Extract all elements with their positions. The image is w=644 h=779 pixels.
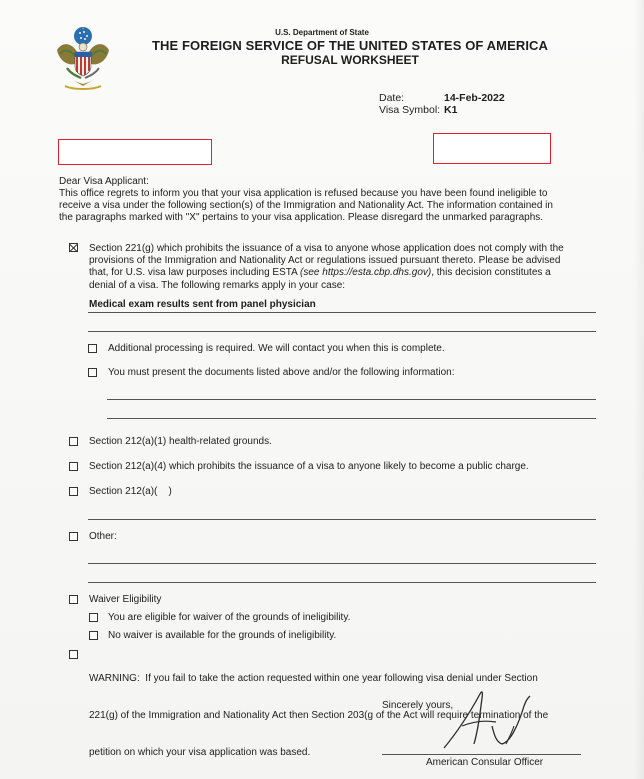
date-label: Date: bbox=[379, 92, 405, 104]
section-221g-checkbox[interactable] bbox=[69, 243, 78, 252]
warning-line: WARNING: If you fail to take the action requested within one year following visa denial under Section bbox=[89, 673, 538, 685]
other-checkbox[interactable] bbox=[69, 532, 78, 541]
section-212a1-label: Section 212(a)(1) health-related grounds. bbox=[89, 436, 272, 447]
section-212a1-checkbox[interactable] bbox=[69, 437, 78, 446]
intro-line: This office regrets to inform you that your visa application is refused because you have been found ineligible to bbox=[59, 188, 548, 199]
section-212a-line bbox=[88, 519, 596, 520]
signature-line bbox=[382, 754, 581, 755]
section-221g-line: denial of a visa. The following remarks apply in your case: bbox=[89, 279, 346, 291]
documents-line bbox=[107, 418, 596, 419]
section-212a-other-label: Section 212(a)( ) bbox=[89, 486, 172, 497]
section-221g-text bbox=[89, 243, 564, 292]
officer-signature-icon bbox=[440, 686, 544, 756]
greeting: Dear Visa Applicant: bbox=[59, 176, 149, 187]
waiver-eligibility-label: Waiver Eligibility bbox=[89, 594, 162, 605]
present-documents-checkbox[interactable] bbox=[88, 368, 97, 377]
visa-symbol-label: Visa Symbol: bbox=[379, 104, 441, 116]
documents-line bbox=[107, 399, 596, 400]
visa-symbol-value: K1 bbox=[444, 104, 458, 116]
other-line bbox=[88, 563, 596, 564]
remark-line bbox=[88, 312, 596, 313]
redacted-applicant-name bbox=[58, 139, 212, 165]
date-value: 14-Feb-2022 bbox=[444, 92, 505, 104]
section-221g-line: Section 221(g) which prohibits the issuance of a visa to anyone whose application does not comply with the bbox=[89, 243, 564, 254]
remark-line bbox=[88, 331, 596, 332]
no-waiver-checkbox[interactable] bbox=[89, 631, 98, 640]
section-212a-other-checkbox[interactable] bbox=[69, 487, 78, 496]
redacted-case-number bbox=[433, 133, 551, 164]
section-212a4-checkbox[interactable] bbox=[69, 462, 78, 471]
intro-line: the paragraphs marked with "X" pertains to your visa application. Please disregard the unmarked paragraphs. bbox=[59, 212, 544, 224]
other-label: Other: bbox=[89, 531, 117, 542]
remark-text: Medical exam results sent from panel physician bbox=[89, 299, 316, 310]
intro-line: receive a visa under the following section(s) of the Immigration and Nationality Act. The information contained in bbox=[59, 200, 553, 212]
document-title: THE FOREIGN SERVICE OF THE UNITED STATES OF AMERICA bbox=[151, 38, 549, 53]
document-subtitle: REFUSAL WORKSHEET bbox=[281, 53, 419, 67]
warning-checkbox[interactable] bbox=[69, 650, 78, 659]
section-212a4-label: Section 212(a)(4) which prohibits the issuance of a visa to anyone likely to become a public charge. bbox=[89, 461, 529, 472]
additional-processing-label: Additional processing is required. We will contact you when this is complete. bbox=[108, 343, 445, 354]
section-221g-line: provisions of the Immigration and Nationality Act or regulations issued pursuant thereto. Please be advised bbox=[89, 255, 561, 267]
closing-text: Sincerely yours, bbox=[382, 700, 454, 711]
present-documents-label: You must present the documents listed above and/or the following information: bbox=[108, 367, 455, 378]
no-waiver-label: No waiver is available for the grounds of ineligibility. bbox=[108, 630, 337, 641]
waiver-eligible-label: You are eligible for waiver of the grounds of ineligibility. bbox=[108, 612, 351, 623]
warning-line: 221(g) of the Immigration and Nationality Act then Section 203(g of the Act will require termination of the bbox=[89, 710, 549, 722]
esta-link-text: (see https://esta.cbp.dhs.gov) bbox=[300, 267, 432, 279]
additional-processing-checkbox[interactable] bbox=[88, 344, 97, 353]
waiver-eligibility-checkbox[interactable] bbox=[69, 595, 78, 604]
warning-line: petition on which your visa application was based. bbox=[89, 746, 311, 758]
other-line bbox=[88, 582, 596, 583]
intro-paragraph bbox=[59, 188, 553, 225]
department-name: U.S. Department of State bbox=[275, 28, 369, 37]
section-221g-line: that, for U.S. visa law purposes including ESTA (see https://esta.cbp.dhs.gov), this decision constitutes a bbox=[89, 267, 551, 279]
officer-title: American Consular Officer bbox=[426, 757, 544, 768]
waiver-eligible-checkbox[interactable] bbox=[89, 613, 98, 622]
